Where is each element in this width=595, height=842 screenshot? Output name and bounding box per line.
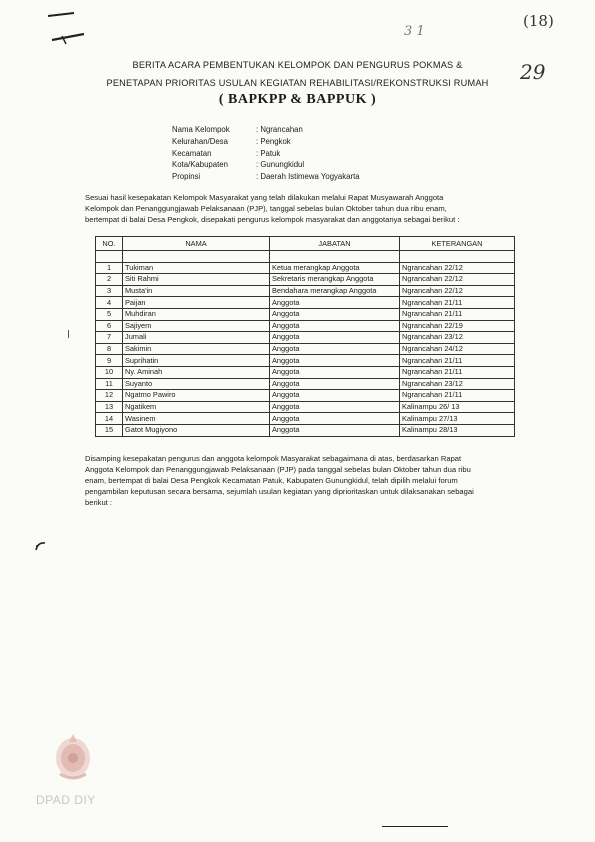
header-keterangan: KETERANGAN: [400, 237, 515, 251]
cell-nama: Muhdiran: [123, 308, 270, 320]
cell-nama: Sakimin: [123, 343, 270, 355]
cell-jabatan: Anggota: [270, 366, 400, 378]
cell-nama: Gatot Mugiyono: [123, 424, 270, 436]
paragraph-line: Kelompok dan Penanggungjawab Pelaksanaan (PJP), tanggal sebelas bulan Oktober tahun dua ribu enam,: [85, 204, 447, 213]
cell-keterangan: Ngrancahan 23/12: [400, 378, 515, 390]
cell-nama: Paijan: [123, 297, 270, 309]
identity-value-text: Ngrancahan: [260, 125, 303, 134]
table-row: [96, 378, 515, 390]
identity-value: : Daerah Istimewa Yogyakarta: [256, 172, 360, 181]
identity-label: Nama Kelompok: [172, 125, 230, 134]
identity-value: : Ngrancahan: [256, 125, 303, 134]
table-row: [96, 401, 515, 413]
cell-nama: Suyanto: [123, 378, 270, 390]
cell-no: 6: [96, 320, 123, 332]
cell-jabatan: Anggota: [270, 308, 400, 320]
cell-keterangan: Kalinampu 26/ 13: [400, 401, 515, 413]
table-row: [96, 355, 515, 367]
cell-no: 10: [96, 366, 123, 378]
identity-value-text: Gunungkidul: [260, 160, 305, 169]
cell-jabatan: Ketua merangkap Anggota: [270, 262, 400, 274]
table-row: [96, 424, 515, 436]
cell-nama: Tukiman: [123, 262, 270, 274]
paragraph-line: enam, bertempat di balai Desa Pengkok Kecamatan Patuk, Kabupaten Gunungkidul, telah dipilih melalui forum: [85, 476, 458, 485]
cell-keterangan: Ngrancahan 21/11: [400, 390, 515, 402]
identity-value-text: Patuk: [260, 149, 281, 158]
table-header-row: [96, 237, 515, 251]
identity-label: Kota/Kabupaten: [172, 160, 228, 169]
identity-label: Kelurahan/Desa: [172, 137, 228, 146]
cell-no: 9: [96, 355, 123, 367]
cell-jabatan: Anggota: [270, 413, 400, 425]
identity-label: Propinsi: [172, 172, 201, 181]
scan-speck: [34, 540, 48, 552]
table-row: [96, 413, 515, 425]
cell-jabatan: Anggota: [270, 355, 400, 367]
cell-no: 2: [96, 274, 123, 286]
cell-nama: Ngatmo Pawiro: [123, 390, 270, 402]
table-row: [96, 343, 515, 355]
cell-nama: Suprihatin: [123, 355, 270, 367]
table-row: [96, 285, 515, 297]
cell-jabatan: Anggota: [270, 378, 400, 390]
cell-nama: Ngatikem: [123, 401, 270, 413]
closing-paragraph: [85, 453, 515, 508]
identity-value: : Pengkok: [256, 137, 291, 146]
paragraph-line: pengambilan keputusan secara bersama, sejumlah usulan kegiatan yang diprioritaskan untuk dilaksanakan sebagai: [85, 487, 474, 496]
cell-no: 14: [96, 413, 123, 425]
paragraph-line: Anggota Kelompok dan Penanggungjawab Pelaksanaan (PJP) pada tanggal sebelas bulan Oktober tahun dua ribu: [85, 465, 471, 474]
intro-paragraph: [85, 192, 515, 225]
handwritten-dash-marks: [44, 10, 94, 50]
cell-no: 1: [96, 262, 123, 274]
cell-nama: Jumali: [123, 332, 270, 344]
title-line-3: ( BAPKPP & BAPPUK ): [218, 92, 377, 107]
table-row: [96, 390, 515, 402]
identity-value-text: Daerah Istimewa Yogyakarta: [260, 172, 360, 181]
cell-keterangan: Ngrancahan 21/11: [400, 308, 515, 320]
cell-jabatan: Anggota: [270, 332, 400, 344]
cell-no: 15: [96, 424, 123, 436]
cell-keterangan: Ngrancahan 22/12: [400, 262, 515, 274]
cell-keterangan: Ngrancahan 21/11: [400, 355, 515, 367]
table-row: [96, 332, 515, 344]
cell-no: 8: [96, 343, 123, 355]
identity-value-text: Pengkok: [260, 137, 291, 146]
cell-nama: Musta'in: [123, 285, 270, 297]
annotation-top-right: (18): [523, 12, 554, 30]
table-row: [96, 308, 515, 320]
table-row: [96, 274, 515, 286]
margin-mark: [68, 330, 71, 338]
cell-jabatan: Sekretaris merangkap Anggota: [270, 274, 400, 286]
cell-keterangan: Ngrancahan 24/12: [400, 343, 515, 355]
cell-nama: Wasinem: [123, 413, 270, 425]
cell-nama: Siti Rahmi: [123, 274, 270, 286]
cell-keterangan: Ngrancahan 23/12: [400, 332, 515, 344]
cell-keterangan: Ngrancahan 21/11: [400, 366, 515, 378]
header-nama: NAMA: [123, 237, 270, 251]
cell-keterangan: Ngrancahan 21/11: [400, 297, 515, 309]
table-row: [96, 297, 515, 309]
identity-value: : Patuk: [256, 149, 281, 158]
cell-no: 11: [96, 378, 123, 390]
cell-jabatan: Bendahara merangkap Anggota: [270, 285, 400, 297]
title-line-1: BERITA ACARA PEMBENTUKAN KELOMPOK DAN PENGURUS POKMAS &: [132, 60, 463, 70]
header-no: NO.: [96, 237, 123, 251]
cell-jabatan: Anggota: [270, 424, 400, 436]
cell-no: 12: [96, 390, 123, 402]
cell-jabatan: Anggota: [270, 401, 400, 413]
annotation-right-number: 29: [520, 60, 546, 84]
cell-nama: Sajiyem: [123, 320, 270, 332]
members-table: [95, 236, 515, 437]
title-line-2: PENETAPAN PRIORITAS USULAN KEGIATAN REHABILITASI/REKONSTRUKSI RUMAH: [106, 78, 489, 88]
table-row: [96, 262, 515, 274]
paragraph-line: bertempat di balai Desa Pengkok, disepakati pengurus kelompok masyarakat dan anggotanya sebagai berikut :: [85, 215, 460, 224]
seal-logo: [52, 730, 94, 782]
cell-no: 7: [96, 332, 123, 344]
cell-no: 3: [96, 285, 123, 297]
cell-jabatan: Anggota: [270, 390, 400, 402]
cell-jabatan: Anggota: [270, 343, 400, 355]
cell-jabatan: Anggota: [270, 297, 400, 309]
identity-value: : Gunungkidul: [256, 160, 305, 169]
cell-jabatan: Anggota: [270, 320, 400, 332]
table-row: [96, 320, 515, 332]
paragraph-line: berikut :: [85, 498, 113, 507]
bottom-rule: [382, 826, 448, 827]
cell-keterangan: Kalinampu 27/13: [400, 413, 515, 425]
cell-no: 13: [96, 401, 123, 413]
table-row: [96, 366, 515, 378]
paragraph-line: Sesuai hasil kesepakatan Kelompok Masyarakat yang telah dilakukan melalui Rapat Musyawarah Anggota: [85, 193, 444, 202]
cell-keterangan: Ngrancahan 22/12: [400, 274, 515, 286]
cell-keterangan: Ngrancahan 22/12: [400, 285, 515, 297]
cell-no: 4: [96, 297, 123, 309]
cell-keterangan: Ngrancahan 22/19: [400, 320, 515, 332]
cell-no: 5: [96, 308, 123, 320]
header-jabatan: JABATAN: [270, 237, 400, 251]
paragraph-line: Disamping kesepakatan pengurus dan anggota kelompok Masyarakat sebagaimana di atas, berdasarkan Rapat: [85, 454, 462, 463]
annotation-top-center: 3 1: [404, 24, 425, 39]
table-spacer-row: [96, 251, 515, 263]
watermark-text: DPAD DIY: [36, 793, 96, 807]
cell-keterangan: Kalinampu 28/13: [400, 424, 515, 436]
identity-label: Kecamatan: [172, 149, 212, 158]
cell-nama: Ny. Aminah: [123, 366, 270, 378]
